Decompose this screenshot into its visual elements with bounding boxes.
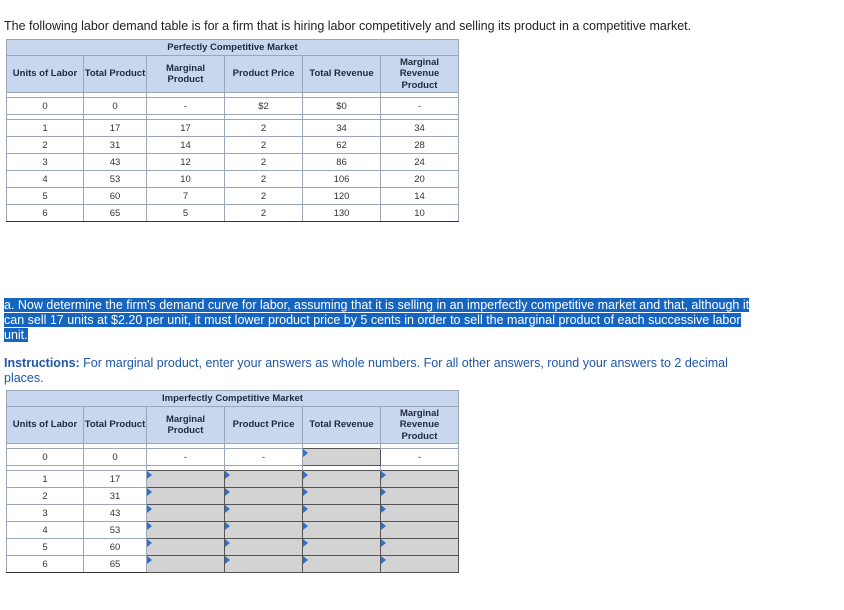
marginal-product-input-1[interactable] bbox=[147, 471, 225, 488]
header-mrp: Marginal Revenue Product bbox=[381, 56, 459, 93]
table-row bbox=[7, 171, 459, 188]
product-price-input-2[interactable] bbox=[225, 488, 303, 505]
cell: 86 bbox=[303, 154, 381, 171]
product-price-input-1[interactable] bbox=[225, 471, 303, 488]
cell: 2 bbox=[225, 154, 303, 171]
cell: 14 bbox=[147, 137, 225, 154]
cell: 3 bbox=[7, 154, 84, 171]
cell: 34 bbox=[303, 120, 381, 137]
mrp-input-2[interactable] bbox=[381, 488, 459, 505]
mrp-input-1[interactable] bbox=[381, 471, 459, 488]
table-row bbox=[7, 449, 459, 466]
header-marginal-product: Marginal Product bbox=[147, 56, 225, 93]
mrp-input-4[interactable] bbox=[381, 522, 459, 539]
cell: 31 bbox=[84, 137, 147, 154]
cell: 10 bbox=[147, 171, 225, 188]
cell: 10 bbox=[381, 205, 459, 222]
total-revenue-input-3[interactable] bbox=[303, 505, 381, 522]
header-total-revenue: Total Revenue bbox=[303, 56, 381, 93]
cell: 120 bbox=[303, 188, 381, 205]
cell: - bbox=[147, 98, 225, 115]
total-revenue-input-1[interactable] bbox=[303, 471, 381, 488]
cell: 12 bbox=[147, 154, 225, 171]
instructions bbox=[4, 356, 744, 386]
cell: 3 bbox=[7, 505, 84, 522]
table-row bbox=[7, 471, 459, 488]
table-row bbox=[7, 522, 459, 539]
marginal-product-input-6[interactable] bbox=[147, 556, 225, 573]
cell: 14 bbox=[381, 188, 459, 205]
cell: 2 bbox=[225, 137, 303, 154]
cell: 62 bbox=[303, 137, 381, 154]
table-row bbox=[7, 556, 459, 573]
marginal-product-input-5[interactable] bbox=[147, 539, 225, 556]
cell: 17 bbox=[84, 471, 147, 488]
cell: 5 bbox=[7, 539, 84, 556]
cell: 1 bbox=[7, 120, 84, 137]
cell: 0 bbox=[84, 98, 147, 115]
header-product-price: Product Price bbox=[225, 56, 303, 93]
cell: 17 bbox=[84, 120, 147, 137]
cell: - bbox=[381, 449, 459, 466]
mrp-input-6[interactable] bbox=[381, 556, 459, 573]
header-total-product: Total Product bbox=[84, 56, 147, 93]
cell: 106 bbox=[303, 171, 381, 188]
cell: 43 bbox=[84, 505, 147, 522]
header-mrp: Marginal Revenue Product bbox=[381, 407, 459, 444]
cell: 53 bbox=[84, 171, 147, 188]
cell: 5 bbox=[7, 188, 84, 205]
cell: 2 bbox=[225, 171, 303, 188]
total-revenue-input-0[interactable] bbox=[303, 449, 381, 466]
cell: 2 bbox=[225, 120, 303, 137]
header-total-revenue: Total Revenue bbox=[303, 407, 381, 444]
cell: 2 bbox=[7, 137, 84, 154]
mrp-input-5[interactable] bbox=[381, 539, 459, 556]
table-row bbox=[7, 137, 459, 154]
product-price-input-4[interactable] bbox=[225, 522, 303, 539]
cell: - bbox=[225, 449, 303, 466]
total-revenue-input-5[interactable] bbox=[303, 539, 381, 556]
marginal-product-input-2[interactable] bbox=[147, 488, 225, 505]
cell: 53 bbox=[84, 522, 147, 539]
cell: 0 bbox=[7, 449, 84, 466]
cell: 60 bbox=[84, 188, 147, 205]
header-product-price: Product Price bbox=[225, 407, 303, 444]
cell: 31 bbox=[84, 488, 147, 505]
cell: 65 bbox=[84, 556, 147, 573]
cell: 17 bbox=[147, 120, 225, 137]
marginal-product-input-3[interactable] bbox=[147, 505, 225, 522]
imperfectly-competitive-table bbox=[6, 390, 459, 573]
total-revenue-input-6[interactable] bbox=[303, 556, 381, 573]
header-units-of-labor: Units of Labor bbox=[7, 407, 84, 444]
cell: 7 bbox=[147, 188, 225, 205]
instructions-label: Instructions: bbox=[4, 356, 80, 370]
header-units-of-labor: Units of Labor bbox=[7, 56, 84, 93]
cell: 6 bbox=[7, 205, 84, 222]
cell: 6 bbox=[7, 556, 84, 573]
cell: 28 bbox=[381, 137, 459, 154]
question-a-text: a. Now determine the firm's demand curve for labor, assuming that it is selling in an imperfectly competitive market and that, although it can sell 17 units at $2.20 per unit, it must lower product price by 5 cents in order to sell the marginal product of each successive labor unit. bbox=[4, 298, 750, 342]
table-row bbox=[7, 120, 459, 137]
table-row bbox=[7, 488, 459, 505]
intro-text: The following labor demand table is for a firm that is hiring labor competitively and selling its product in a competitive market. bbox=[4, 19, 692, 33]
cell: 4 bbox=[7, 171, 84, 188]
cell: 20 bbox=[381, 171, 459, 188]
cell: 1 bbox=[7, 471, 84, 488]
instructions-text: For marginal product, enter your answers as whole numbers. For all other answers, round your answers to 2 decimal places. bbox=[4, 356, 728, 385]
total-revenue-input-4[interactable] bbox=[303, 522, 381, 539]
table-row bbox=[7, 205, 459, 222]
cell: 2 bbox=[225, 188, 303, 205]
product-price-input-6[interactable] bbox=[225, 556, 303, 573]
table-row bbox=[7, 505, 459, 522]
cell: - bbox=[381, 98, 459, 115]
cell: 0 bbox=[84, 449, 147, 466]
cell: 4 bbox=[7, 522, 84, 539]
table-row bbox=[7, 539, 459, 556]
product-price-input-3[interactable] bbox=[225, 505, 303, 522]
cell: 0 bbox=[7, 98, 84, 115]
header-total-product: Total Product bbox=[84, 407, 147, 444]
cell: 34 bbox=[381, 120, 459, 137]
table-row bbox=[7, 98, 459, 115]
perfectly-competitive-table bbox=[6, 39, 459, 222]
cell: $0 bbox=[303, 98, 381, 115]
marginal-product-input-4[interactable] bbox=[147, 522, 225, 539]
total-revenue-input-2[interactable] bbox=[303, 488, 381, 505]
cell: 65 bbox=[84, 205, 147, 222]
cell: $2 bbox=[225, 98, 303, 115]
header-marginal-product: Marginal Product bbox=[147, 407, 225, 444]
cell: 43 bbox=[84, 154, 147, 171]
mrp-input-3[interactable] bbox=[381, 505, 459, 522]
table1-title: Perfectly Competitive Market bbox=[7, 40, 459, 56]
cell: 5 bbox=[147, 205, 225, 222]
table-row bbox=[7, 154, 459, 171]
cell: 130 bbox=[303, 205, 381, 222]
cell: 24 bbox=[381, 154, 459, 171]
cell: 2 bbox=[7, 488, 84, 505]
cell: 60 bbox=[84, 539, 147, 556]
cell: 2 bbox=[225, 205, 303, 222]
table2-title: Imperfectly Competitive Market bbox=[7, 391, 459, 407]
product-price-input-5[interactable] bbox=[225, 539, 303, 556]
table-row bbox=[7, 188, 459, 205]
cell: - bbox=[147, 449, 225, 466]
